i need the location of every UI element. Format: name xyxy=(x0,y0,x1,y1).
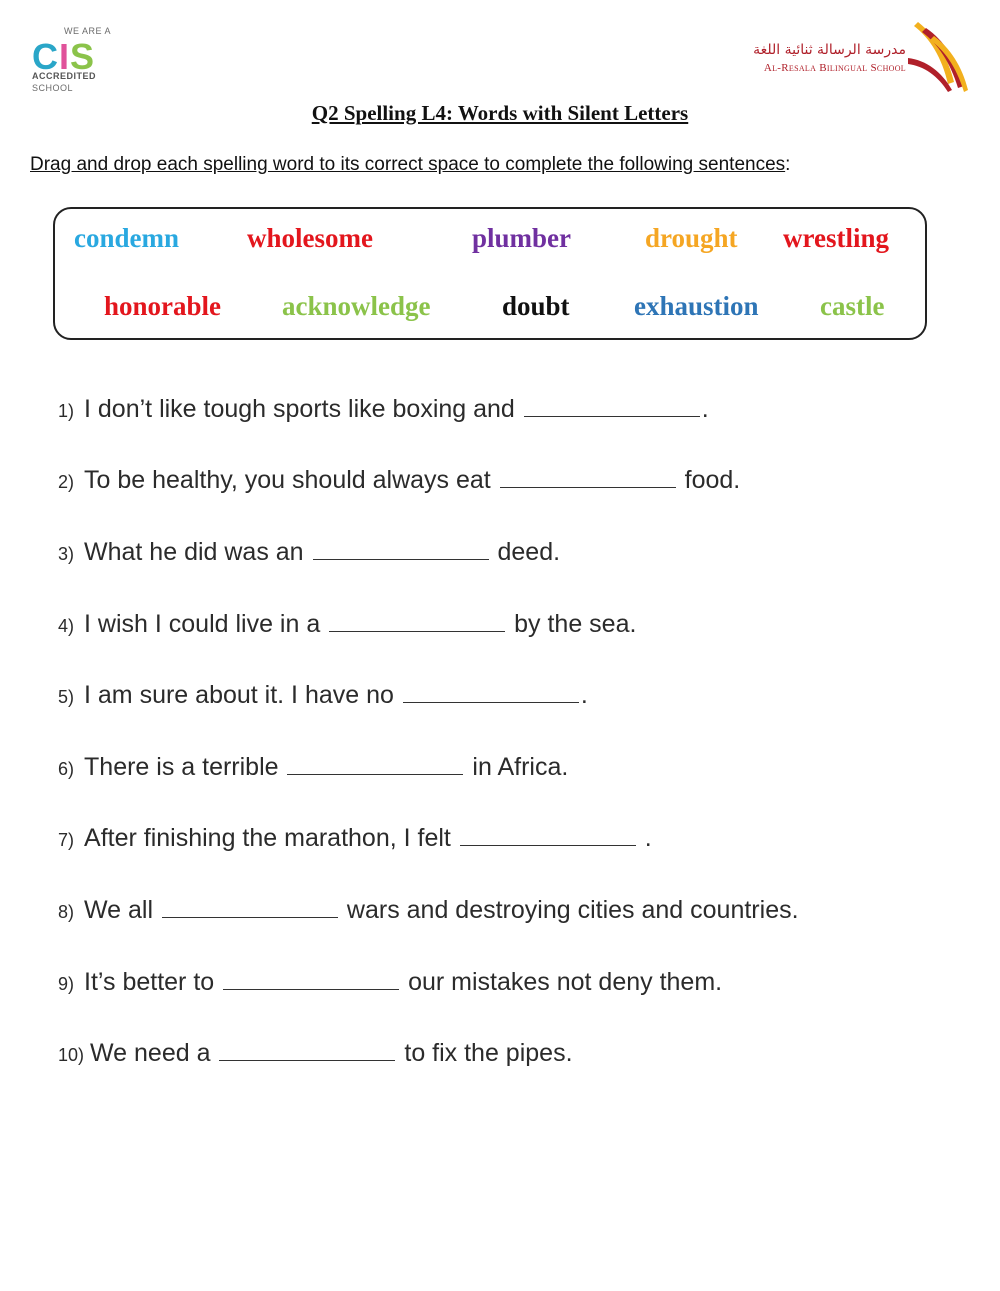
word-acknowledge[interactable]: acknowledge xyxy=(282,291,431,321)
word-exhaustion[interactable]: exhaustion xyxy=(634,291,759,321)
answer-drop-zone[interactable] xyxy=(313,539,489,560)
question-text-after: deed. xyxy=(490,538,561,566)
question-4 xyxy=(58,610,636,639)
answer-drop-zone[interactable] xyxy=(500,467,676,488)
school-emblem-icon xyxy=(908,18,970,96)
answer-drop-zone[interactable] xyxy=(219,1040,395,1061)
instructions-text: Drag and drop each spelling word to its correct space to complete the following sentences xyxy=(30,154,786,175)
word-doubt[interactable]: doubt xyxy=(502,291,570,321)
question-text-after: by the sea. xyxy=(507,610,637,638)
answer-drop-zone[interactable] xyxy=(329,611,505,632)
question-text-before: We need a xyxy=(90,1039,218,1067)
school-logo xyxy=(730,18,970,98)
cis-letter-c: C xyxy=(32,36,59,77)
answer-drop-zone[interactable] xyxy=(460,825,636,846)
answer-drop-zone[interactable] xyxy=(287,754,463,775)
question-number: 3) xyxy=(58,544,75,564)
school-name-arabic: مدرسة الرسالة ثنائية اللغة xyxy=(753,42,906,58)
word-wholesome[interactable]: wholesome xyxy=(247,223,373,253)
instructions-colon: : xyxy=(785,154,791,175)
school-name-english: Al-Resala Bilingual School xyxy=(763,62,906,74)
question-text-before: I don’t like tough sports like boxing and xyxy=(84,395,522,423)
question-text-before: What he did was an xyxy=(84,538,311,566)
question-number: 4) xyxy=(58,616,75,636)
cis-logo-line1: WE ARE A xyxy=(64,26,112,36)
question-number: 2) xyxy=(58,472,75,492)
question-text-after: . xyxy=(637,824,652,852)
word-plumber[interactable]: plumber xyxy=(472,223,572,253)
word-condemn[interactable]: condemn xyxy=(74,223,180,253)
word-drought[interactable]: drought xyxy=(645,223,738,253)
question-text-before: I am sure about it. I have no xyxy=(84,681,401,709)
question-5 xyxy=(58,681,588,710)
question-number: 5) xyxy=(58,687,75,707)
question-text-before: There is a terrible xyxy=(84,753,286,781)
answer-drop-zone[interactable] xyxy=(403,682,579,703)
word-bank xyxy=(53,207,927,340)
question-number: 1) xyxy=(58,401,75,421)
question-3 xyxy=(58,538,560,567)
question-number: 10) xyxy=(58,1045,85,1065)
question-7 xyxy=(58,824,652,853)
question-text-before: It’s better to xyxy=(84,968,222,996)
word-castle[interactable]: castle xyxy=(820,291,885,321)
cis-accredited-logo xyxy=(32,26,142,98)
question-10 xyxy=(58,1039,573,1068)
cis-letter-i: I xyxy=(59,36,71,77)
question-number: 6) xyxy=(58,759,75,779)
question-text-before: To be healthy, you should always eat xyxy=(84,466,498,494)
question-1 xyxy=(58,395,709,424)
question-text-after: wars and destroying cities and countries. xyxy=(339,896,799,924)
answer-drop-zone[interactable] xyxy=(524,396,700,417)
question-9 xyxy=(58,968,722,997)
cis-logo-line2: ACCREDITED xyxy=(32,71,97,81)
question-number: 8) xyxy=(58,902,75,922)
question-text-before: I wish I could live in a xyxy=(84,610,328,638)
question-text-after: our mistakes not deny them. xyxy=(401,968,723,996)
question-text-after: in Africa. xyxy=(465,753,569,781)
question-text-after: to fix the pipes. xyxy=(397,1039,573,1067)
question-number: 7) xyxy=(58,830,75,850)
question-text-after: . xyxy=(580,681,588,709)
question-text-before: We all xyxy=(84,896,160,924)
question-number: 9) xyxy=(58,974,75,994)
answer-drop-zone[interactable] xyxy=(223,969,399,990)
word-wrestling[interactable]: wrestling xyxy=(783,223,889,253)
instructions xyxy=(30,154,790,176)
answer-drop-zone[interactable] xyxy=(162,897,338,918)
question-6 xyxy=(58,753,568,782)
cis-letter-s: S xyxy=(70,36,96,77)
question-text-after: . xyxy=(701,395,709,423)
question-2 xyxy=(58,466,740,495)
question-text-before: After finishing the marathon, I felt xyxy=(84,824,458,852)
worksheet-title: Q2 Spelling L4: Words with Silent Letters xyxy=(311,101,689,125)
question-text-after: food. xyxy=(677,466,741,494)
word-honorable[interactable]: honorable xyxy=(104,291,222,321)
question-8 xyxy=(58,896,799,925)
cis-logo-line3: SCHOOL xyxy=(32,83,74,93)
